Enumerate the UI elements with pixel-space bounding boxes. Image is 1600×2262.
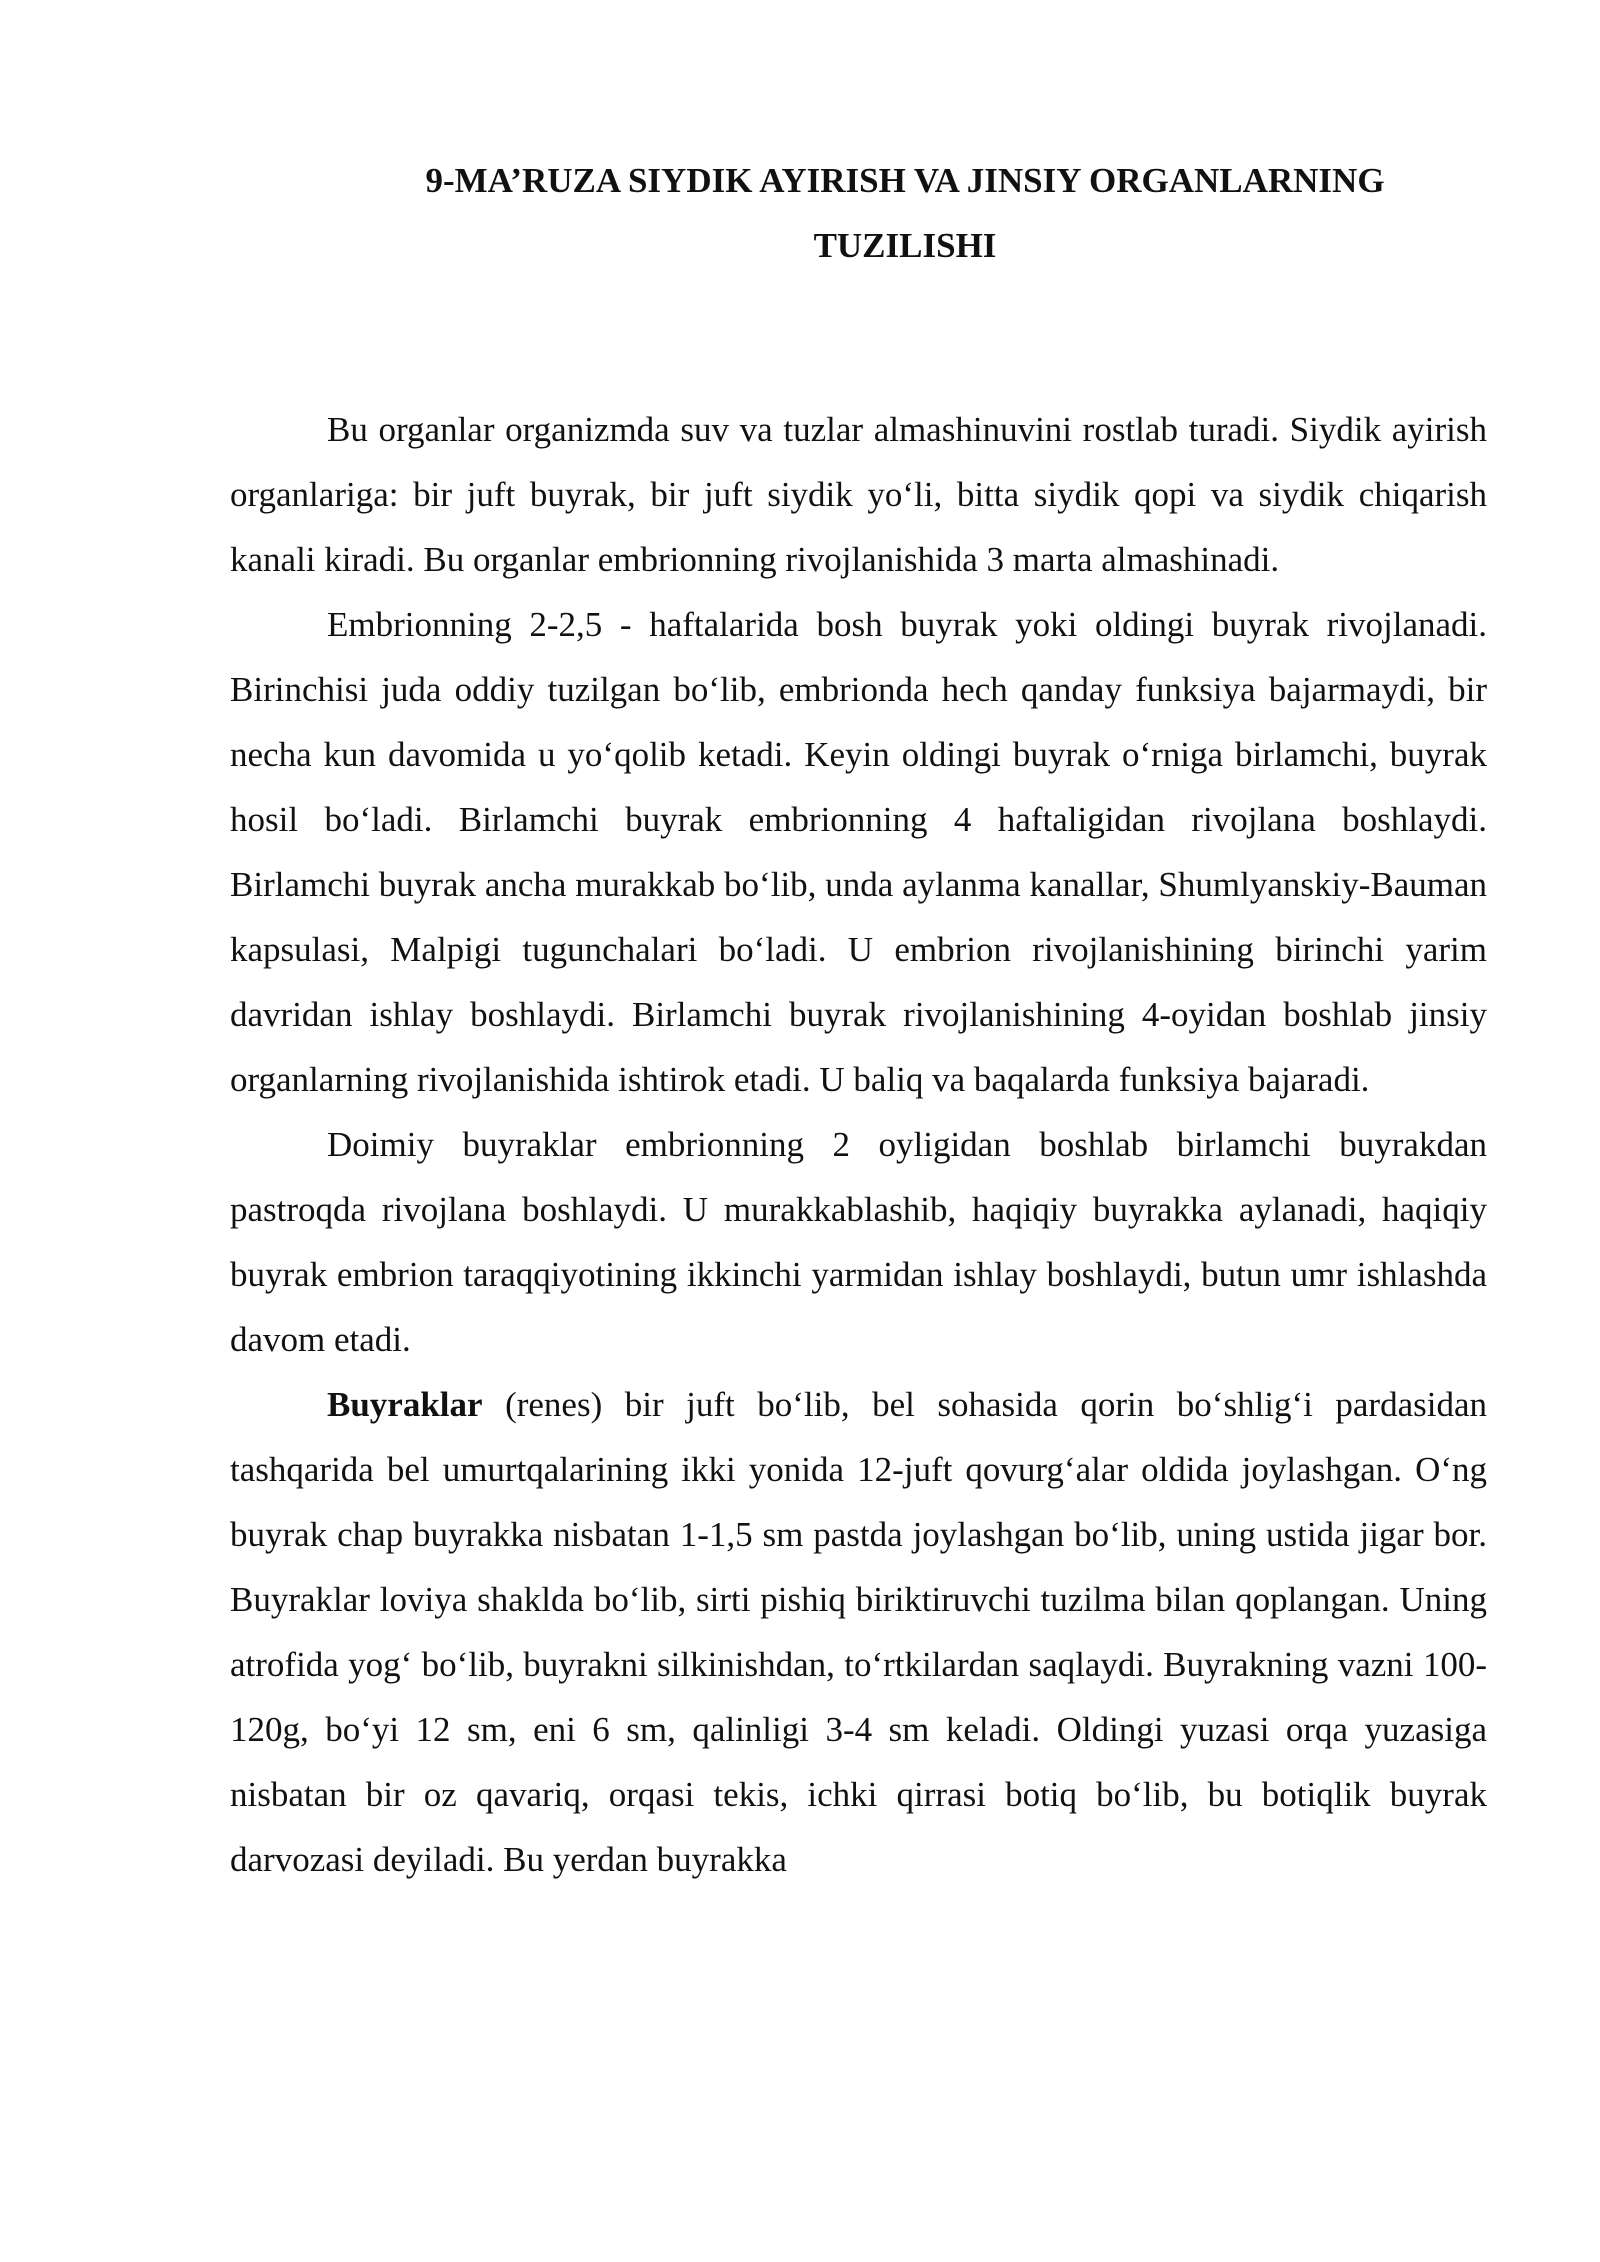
lecture-title <box>230 148 1580 278</box>
term-buyraklar: Buyraklar <box>327 1385 483 1424</box>
paragraph-kidneys-text: (renes) bir juft bo‘lib, bel sohasida qorin bo‘shlig‘i pardasidan tashqarida bel umurtqalarining ikki yonida 12-juft qovurg‘alar oldida joylashgan. O‘ng buyrak chap buyrakka nisbatan 1-1,5 sm pastda joylashgan bo‘lib, uning ustida jigar bor. Buyraklar loviya shaklda bo‘lib, sirti pishiq biriktiruvchi tuzilma bilan qoplangan. Uning atrofida yog‘ bo‘lib, buyrakni silkinishdan, to‘rtkilardan saqlaydi. Buyrakning vazni 100-120g, bo‘yi 12 sm, eni 6 sm, qalinligi 3-4 sm keladi. Oldingi yuzasi orqa yuzasiga nisbatan bir oz qavariq, orqasi tekis, ichki qirrasi botiq bo‘lib, bu botiqlik buyrak darvozasi deyiladi. Bu yerdan buyrakka <box>230 1385 1487 1879</box>
paragraph-kidneys <box>230 1372 1487 1892</box>
paragraph-organs-intro: Bu organlar organizmda suv va tuzlar almashinuvini rostlab turadi. Siydik ayirish organlariga: bir juft buyrak, bir juft siydik yo‘li, bitta siydik qopi va siydik chiqarish kanali kiradi. Bu organlar embrionning rivojlanishida 3 marta almashinadi. <box>230 410 1487 579</box>
title-line-1: 9-MA’RUZA SIYDIK AYIRISH VA JINSIY ORGANLARNING <box>425 161 1385 200</box>
title-line-2: TUZILISHI <box>813 226 997 265</box>
document-body <box>230 397 1487 1892</box>
paragraph-permanent-kidneys: Doimiy buyraklar embrionning 2 oyligidan boshlab birlamchi buyrakdan pastroqda rivojlana boshlaydi. U murakkablashib, haqiqiy buyrakka aylanadi, haqiqiy buyrak embrion taraqqiyotining ikkinchi yarmidan ishlay boshlaydi, butun umr ishlashda davom etadi. <box>230 1125 1487 1359</box>
paragraph-embryo-kidney: Embrionning 2-2,5 - haftalarida bosh buyrak yoki oldingi buyrak rivojlanadi. Birinchisi juda oddiy tuzilgan bo‘lib, embrionda hech qanday funksiya bajarmaydi, bir necha kun davomida u yo‘qolib ketadi. Keyin oldingi buyrak o‘rniga birlamchi, buyrak hosil bo‘ladi. Birlamchi buyrak embrionning 4 haftaligidan rivojlana boshlaydi. Birlamchi buyrak ancha murakkab bo‘lib, unda aylanma kanallar, Shumlyanskiy-Bauman kapsulasi, Malpigi tugunchalari bo‘ladi. U embrion rivojlanishining birinchi yarim davridan ishlay boshlaydi. Birlamchi buyrak rivojlanishining 4-oyidan boshlab jinsiy organlarning rivojlanishida ishtirok etadi. U baliq va baqalarda funksiya bajaradi. <box>230 605 1487 1099</box>
